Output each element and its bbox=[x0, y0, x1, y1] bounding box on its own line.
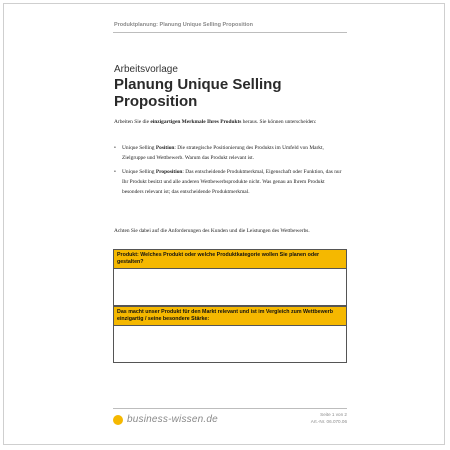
bullet-text-end: : Das entscheidende Produktmerkmal, Eigenschaft oder Funktion, das nur Ihr Produkt besitzt und alle anderen Wettbewerbsprodukte nicht. Was genau an Ihrem Produkt besonders relevant ist; das entscheidende Produktmerkmal. bbox=[122, 169, 342, 195]
usp-box-heading: Das macht unser Produkt für den Markt relevant und ist im Vergleich zum Wettbewerb einzigartig / seine besondere Stärke: bbox=[114, 307, 346, 326]
intro-text-end: heraus. Sie können unterscheiden: bbox=[241, 119, 317, 125]
logo-text: business-wissen.de bbox=[127, 414, 218, 425]
bullet-icon: • bbox=[114, 169, 116, 175]
bullet-list bbox=[114, 143, 346, 201]
product-input-box[interactable] bbox=[113, 249, 347, 306]
intro-text-start: Arbeiten Sie die bbox=[114, 119, 151, 125]
page-frame bbox=[3, 3, 445, 445]
usp-input-box[interactable] bbox=[113, 306, 347, 363]
page-header: Produktplanung: Planung Unique Selling Proposition bbox=[114, 22, 254, 28]
intro-text-bold: einzigartigen Merkmale Ihres Produkts bbox=[150, 119, 242, 125]
list-item bbox=[114, 143, 346, 163]
bullet-icon: • bbox=[114, 145, 116, 151]
outro-paragraph: Achten Sie dabei auf die Anforderungen des Kunden und die Leistungen des Wettbewerbs. bbox=[114, 228, 310, 234]
product-box-heading: Produkt: Welches Produkt oder welche Produktkategorie wollen Sie planen oder gestalten? bbox=[114, 250, 346, 269]
bullet-text-start: Unique Selling bbox=[122, 145, 156, 151]
bullet-text-bold: Position bbox=[155, 145, 175, 151]
footer-divider bbox=[113, 408, 347, 409]
page-number: Seite 1 von 2 bbox=[320, 412, 347, 417]
page-info bbox=[311, 412, 347, 425]
list-item bbox=[114, 167, 346, 197]
article-number: Art.-Nr. 06.070.06 bbox=[310, 418, 347, 424]
header-divider bbox=[113, 32, 347, 33]
intro-paragraph bbox=[114, 117, 346, 127]
bullet-text-bold: Proposition bbox=[155, 169, 183, 175]
logo-dot-icon bbox=[113, 415, 123, 425]
document-title: Planung Unique Selling Proposition bbox=[114, 76, 282, 110]
document-subtitle: Arbeitsvorlage bbox=[114, 64, 178, 75]
bullet-text-start: Unique Selling bbox=[122, 169, 156, 175]
bullet-text-end: : Die strategische Positionierung des Produkts im Umfeld von Markt, Zielgruppe und Wettbewerb. Warum das Produkt relevant ist. bbox=[122, 145, 324, 161]
